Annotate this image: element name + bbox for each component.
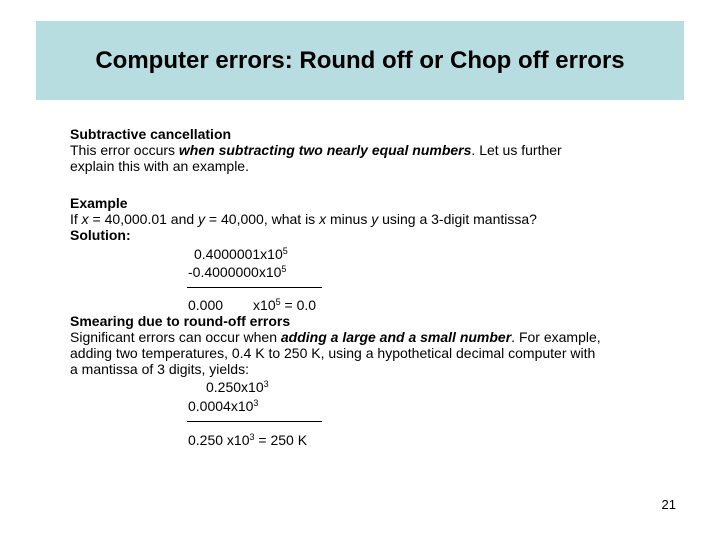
subtraction-calculation: [70, 243, 690, 313]
var-y: y: [198, 211, 206, 227]
calc-exponent: 5: [281, 264, 287, 274]
calc-result-eq: = 250 K: [254, 432, 308, 448]
smearing-text-post: . For example,: [511, 329, 601, 345]
subtractive-line-2: explain this with an example.: [70, 158, 249, 174]
spacer: [70, 174, 690, 195]
smearing-line-3: a mantissa of 3 digits, yields:: [70, 361, 249, 377]
calc-exponent: 3: [253, 398, 259, 408]
slide-content: [70, 126, 690, 453]
subtractive-text-post: . Let us further: [471, 142, 562, 158]
calc-exponent: 5: [282, 246, 288, 256]
calc-result-value: 0.000: [188, 297, 224, 313]
q-text: = 40,000, what is: [205, 211, 320, 227]
calc-operand-2: [188, 398, 258, 414]
calc-operand-2: [188, 264, 286, 280]
subtractive-emphasis: when subtracting two nearly equal numbers: [178, 142, 472, 158]
example-question: [70, 211, 690, 227]
calc-mantissa: 0.250x10: [206, 379, 264, 395]
calc-divider: [187, 287, 322, 288]
smearing-heading: Smearing due to round-off errors: [70, 313, 291, 329]
title-band: [36, 21, 684, 100]
subtractive-line-1: [70, 142, 690, 158]
calc-exponent: 5: [275, 297, 281, 307]
calc-result: [188, 297, 316, 313]
q-text: = 40,000.01 and: [88, 211, 199, 227]
smearing-text: Significant errors can occur when: [70, 329, 281, 345]
calc-exponent: 3: [249, 432, 255, 442]
solution-label: Solution:: [70, 227, 131, 243]
slide-title: Computer errors: Round off or Chop off errors: [95, 46, 625, 74]
calc-operand-1: [194, 246, 288, 262]
calc-divider: [187, 421, 322, 422]
smearing-line-2: adding two temperatures, 0.4 K to 250 K, using a hypothetical decimal computer with: [70, 345, 596, 361]
example-heading: Example: [70, 195, 128, 211]
q-text: minus: [326, 211, 372, 227]
q-text: using a 3-digit mantissa?: [378, 211, 537, 227]
calc-result-base: x10: [253, 297, 276, 313]
smearing-emphasis: adding a large and a small number: [280, 329, 512, 345]
q-text: If: [70, 211, 82, 227]
var-x: x: [81, 211, 89, 227]
calc-result-value: 0.250 x10: [188, 432, 250, 448]
page-number: 21: [661, 497, 676, 512]
smearing-line-1: [70, 329, 690, 345]
calc-mantissa: 0.4000001x10: [194, 246, 283, 262]
subtractive-text: This error occurs: [70, 142, 179, 158]
calc-operand-1: [206, 379, 269, 395]
calc-mantissa: -0.4000000x10: [188, 264, 282, 280]
calc-result: [188, 432, 307, 448]
calc-result-eq: = 0.0: [280, 297, 317, 313]
addition-calculation: [70, 377, 690, 453]
var-y: y: [371, 211, 379, 227]
var-x: x: [319, 211, 327, 227]
subtractive-heading: Subtractive cancellation: [70, 126, 232, 142]
calc-mantissa: 0.0004x10: [188, 398, 254, 414]
calc-exponent: 3: [263, 379, 269, 389]
